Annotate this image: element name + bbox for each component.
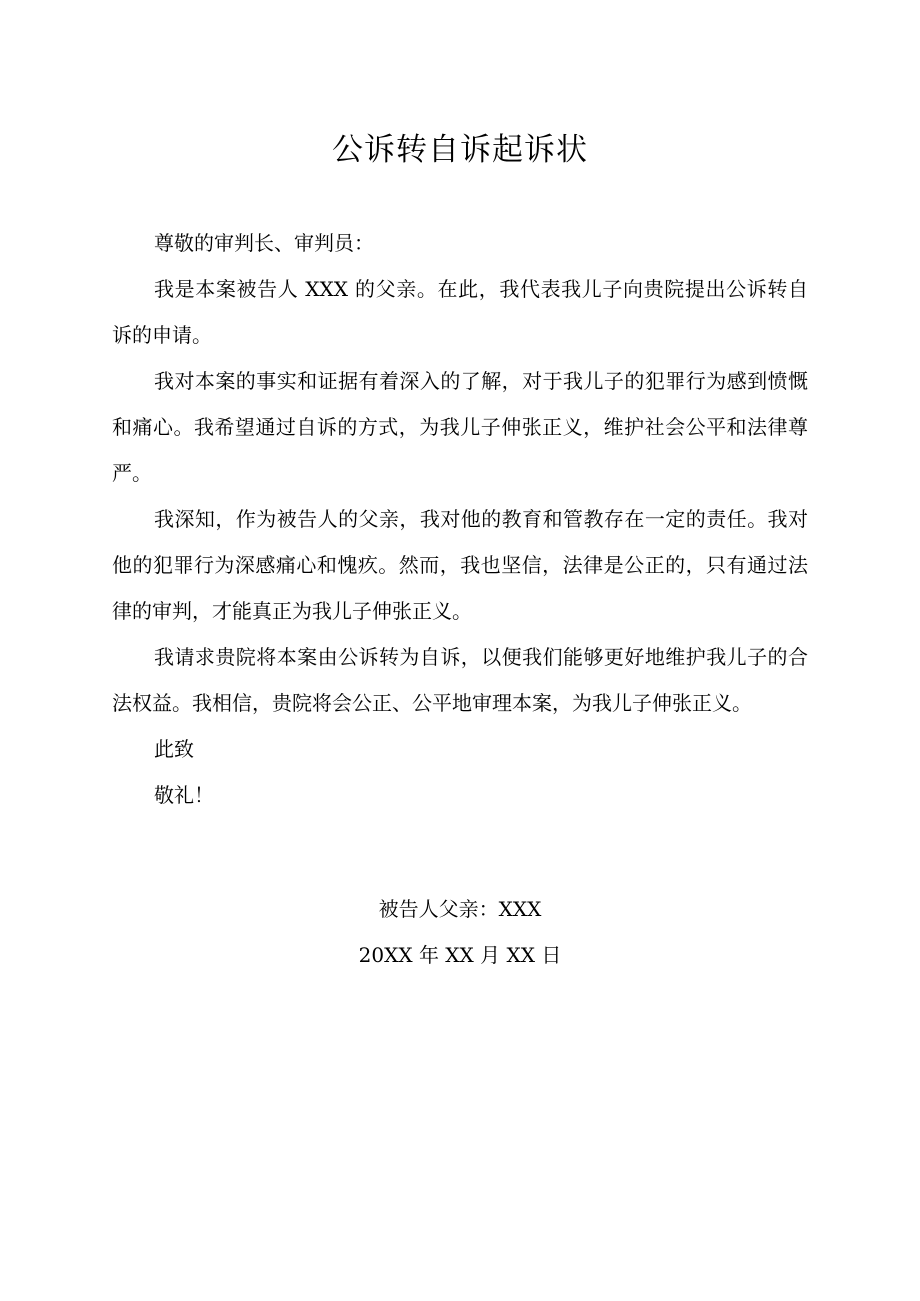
signature: 被告人父亲：XXX — [378, 897, 542, 921]
closing-line: 敬礼！ — [154, 783, 214, 807]
body-paragraph: 我请求贵院将本案由公诉转为自诉，以便我们能够更好地维护我儿子的合法权益。我相信，贵院将会公正、公平地审理本案，为我儿子伸张正义。 — [112, 645, 808, 715]
closing-line: 此致 — [154, 737, 194, 761]
body-paragraph: 我是本案被告人 XXX 的父亲。在此，我代表我儿子向贵院提出公诉转自诉的申请。 — [112, 277, 808, 347]
document-title: 公诉转自诉起诉状 — [332, 132, 588, 168]
signature-date: 20XX 年 XX 月 XX 日 — [358, 943, 562, 967]
body-paragraph: 我对本案的事实和证据有着深入的了解，对于我儿子的犯罪行为感到愤慨和痛心。我希望通过自诉的方式，为我儿子伸张正义，维护社会公平和法律尊严。 — [112, 369, 808, 485]
document-body — [112, 220, 808, 818]
salutation: 尊敬的审判长、审判员： — [154, 231, 374, 255]
body-paragraph: 我深知，作为被告人的父亲，我对他的教育和管教存在一定的责任。我对他的犯罪行为深感痛心和愧疚。然而，我也坚信，法律是公正的，只有通过法律的审判，才能真正为我儿子伸张正义。 — [112, 507, 808, 623]
